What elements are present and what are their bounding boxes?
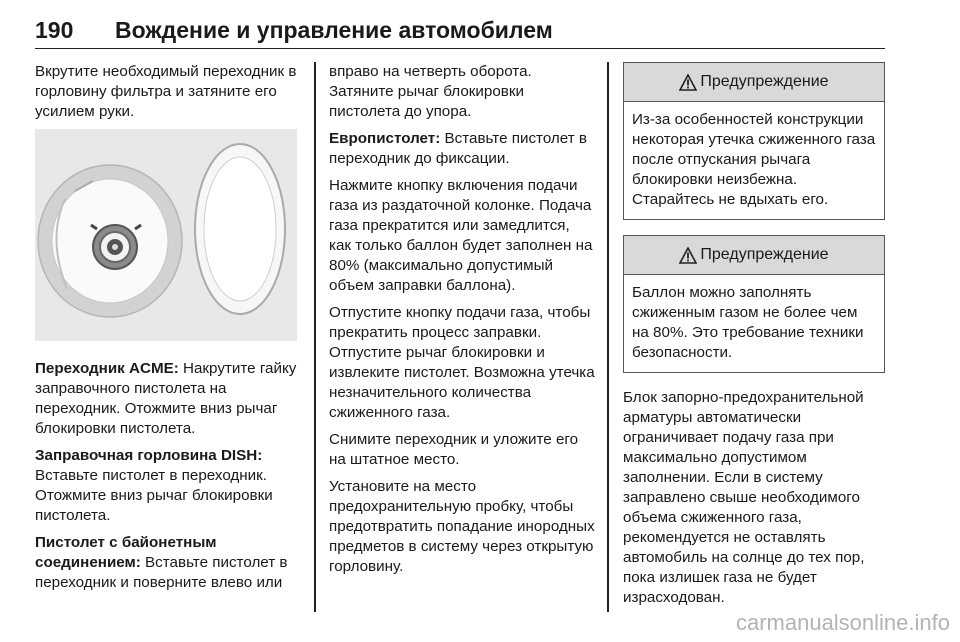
column-divider-1	[314, 62, 316, 612]
item-dish-term: Заправочная горловина DISH:	[35, 447, 263, 464]
item-dish	[35, 446, 303, 526]
paragraph-shutoff-unit: Блок запорно-предохранительной арматуры автоматически ограничивает подачу газа при максимально допустимом заполнении. Если в систему заправлено свыше необходимого объема сжиженного газа, рекомендуется не оставлять автомобиль на солнце до тех пор, пока излишек газа не будет израсходован.	[623, 389, 865, 606]
fuel-filler-illustration	[35, 129, 297, 341]
europistol-term: Европистолет:	[329, 130, 441, 147]
warning-text-1: Из-за особенностей конструкции некоторая утечка сжиженного газа после отпускания рычага блокировки неизбежна. Старайтесь не вдыхать его.	[632, 111, 876, 208]
fuel-filler-image	[35, 129, 297, 341]
warning-title-1: Предупреждение	[700, 73, 829, 90]
paragraph-press-button: Нажмите кнопку включения подачи газа из раздаточной колонке. Подача газа прекратится или замедлится, как только баллон будет заполнен на 80% (максимально допустимый объем заправки баллона).	[329, 177, 593, 294]
item-acme	[35, 359, 303, 439]
paragraph-remove-adapter: Снимите переходник и уложите его на штатное место.	[329, 431, 579, 468]
paragraph-release-button: Отпустите кнопку подачи газа, чтобы прекратить процесс заправки. Отпустите рычаг блокировки и извлеките пистолет. Возможна утечка незначительного количества сжиженного газа.	[329, 304, 595, 421]
column-divider-2	[607, 62, 609, 612]
paragraph-europistol	[329, 129, 595, 169]
item-bayonet-text: Вставьте пистолет в переходник и поверните влево или	[35, 554, 288, 591]
warning-text-2: Баллон можно заполнять сжиженным газом не более чем на 80%. Это требование техники безопасности.	[632, 284, 864, 361]
item-acme-term: Переходник ACME:	[35, 360, 179, 377]
warning-header-1	[624, 63, 884, 102]
chapter-title: Вождение и управление автомобилем	[115, 17, 553, 43]
paragraph-quarter-turn: вправо на четверть оборота. Затяните рычаг блокировки пистолета до упора.	[329, 63, 532, 120]
page-number: 190	[35, 17, 74, 43]
item-bayonet-term: Пистолет с байонетным соединением:	[35, 534, 217, 571]
paragraph-install-plug: Установите на место предохранительную пробку, чтобы предотвратить попадание инородных предметов в систему через открытую горловину.	[329, 478, 595, 575]
column-1	[35, 62, 303, 600]
column-3	[623, 62, 885, 615]
column-2	[329, 62, 595, 584]
intro-paragraph: Вкрутите необходимый переходник в горловину фильтра и затяните его усилием руки.	[35, 63, 297, 120]
item-acme-text: Накрутите гайку заправочного пистолета на переходник. Отожмите вниз рычаг блокировки пистолета.	[35, 360, 297, 437]
item-bayonet	[35, 533, 303, 593]
warning-title-2: Предупреждение	[700, 246, 829, 263]
item-dish-text: Вставьте пистолет в переходник. Отожмите вниз рычаг блокировки пистолета.	[35, 467, 273, 524]
warning-box-2	[623, 235, 885, 373]
warning-triangle-icon	[679, 74, 697, 91]
warning-box-1	[623, 62, 885, 220]
warning-header-2	[624, 236, 884, 275]
page-header	[35, 14, 885, 49]
watermark: carmanualsonline.info	[735, 610, 950, 635]
europistol-text: Вставьте пистолет в переходник до фиксации.	[329, 130, 587, 167]
warning-triangle-icon	[679, 247, 697, 264]
